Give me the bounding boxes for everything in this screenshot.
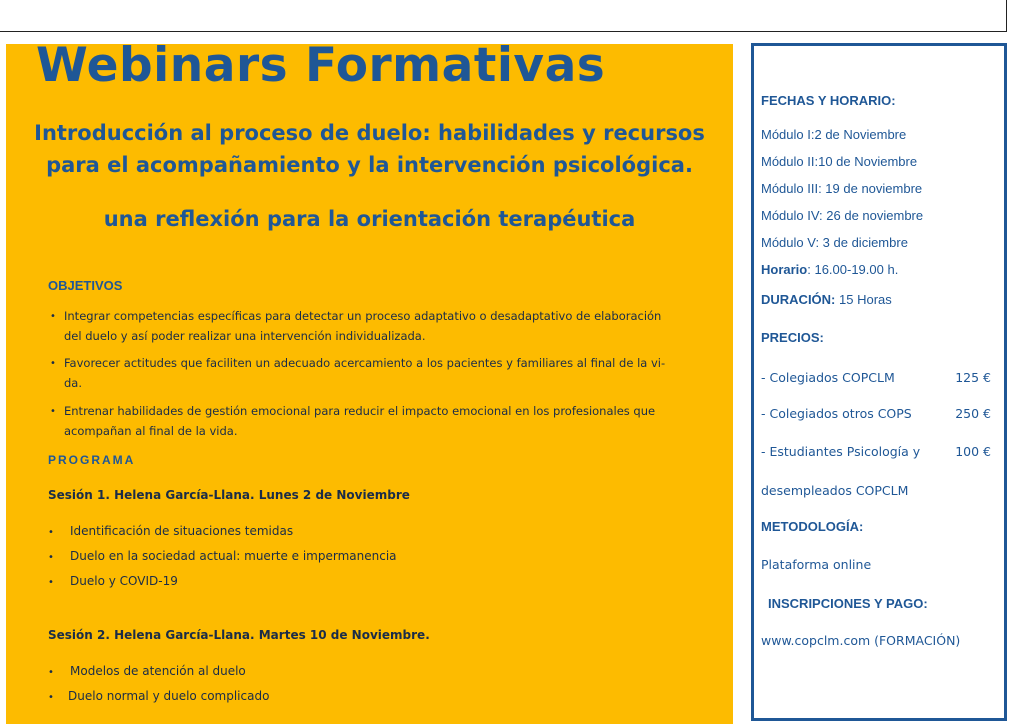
session-1-title: Sesión 1. Helena García-Llana. Lunes 2 de Noviembre [48, 488, 410, 502]
bullet-icon: • [48, 527, 54, 538]
program-item: • Identificación de situaciones temidas [48, 524, 294, 538]
precio-note: desempleados COPCLM [761, 483, 909, 498]
price-row: - Colegiados COPCLM 125 € [761, 370, 991, 385]
subtitle-line-3: una reflexión para la orientación terapéutica [103, 207, 636, 231]
objective-line: del duelo y así poder realizar una intervención individualizada. [64, 328, 426, 343]
subtitle-line-2: para el acompañamiento y la intervención psicológica. [46, 153, 693, 177]
module-date: Módulo I:2 de Noviembre [761, 127, 907, 142]
objective-item [50, 354, 704, 393]
content-panel [6, 44, 733, 724]
objective-item [50, 307, 704, 346]
subtitle-line-1: Introducción al proceso de duelo: habilidades y recursos [34, 121, 705, 145]
fechas-heading: FECHAS Y HORARIO: [761, 93, 896, 108]
program-item: • Duelo y COVID-19 [48, 574, 178, 588]
precios-heading: PRECIOS: [761, 330, 824, 345]
objective-line: da. [64, 375, 83, 390]
horario-line: Horario: 16.00-19.00 h. [761, 262, 899, 277]
programa-heading: PROGRAMA [48, 453, 136, 467]
session-2-title: Sesión 2. Helena García-Llana. Martes 10 de Noviembre. [48, 628, 430, 642]
objective-line: Favorecer actitudes que faciliten un adecuado acercamiento a los pacientes y familiares al final de la vi- [64, 356, 666, 370]
info-sidebar [751, 43, 1007, 721]
inscripciones-heading: INSCRIPCIONES Y PAGO: [768, 596, 928, 611]
metodologia-value: Plataforma online [761, 557, 872, 572]
program-item: • Modelos de atención al duelo [48, 664, 246, 678]
metodologia-heading: METODOLOGÍA: [761, 519, 864, 534]
module-date: Módulo III: 19 de noviembre [761, 181, 923, 196]
program-item: • Duelo normal y duelo complicado [48, 689, 270, 703]
bullet-icon: • [48, 667, 54, 678]
objective-item [50, 402, 704, 441]
page-title: Webinars Formativas [36, 44, 606, 93]
objective-line: Integrar competencias específicas para detectar un proceso adaptativo o desadaptativo de elaboración [64, 309, 662, 323]
price-row: - Colegiados otros COPS 250 € [761, 406, 991, 421]
top-border-frame [0, 0, 1007, 32]
objetivos-heading: OBJETIVOS [48, 278, 123, 293]
price-row: - Estudiantes Psicología y 100 € [761, 444, 991, 459]
program-item: • Duelo en la sociedad actual: muerte e impermanencia [48, 549, 397, 563]
website-link[interactable]: www.copclm.com (FORMACIÓN) [761, 633, 961, 648]
duracion-line: DURACIÓN: 15 Horas [761, 292, 892, 307]
bullet-icon: • [48, 552, 54, 563]
bullet-icon: • [48, 692, 54, 703]
module-date: Módulo II:10 de Noviembre [761, 154, 918, 169]
module-date: Módulo V: 3 de diciembre [761, 235, 908, 250]
objective-line: acompañan al final de la vida. [64, 423, 238, 438]
objective-line: Entrenar habilidades de gestión emocional para reducir el impacto emocional en los profesionales que [64, 404, 656, 418]
bullet-icon: • [48, 577, 54, 588]
module-date: Módulo IV: 26 de noviembre [761, 208, 924, 223]
